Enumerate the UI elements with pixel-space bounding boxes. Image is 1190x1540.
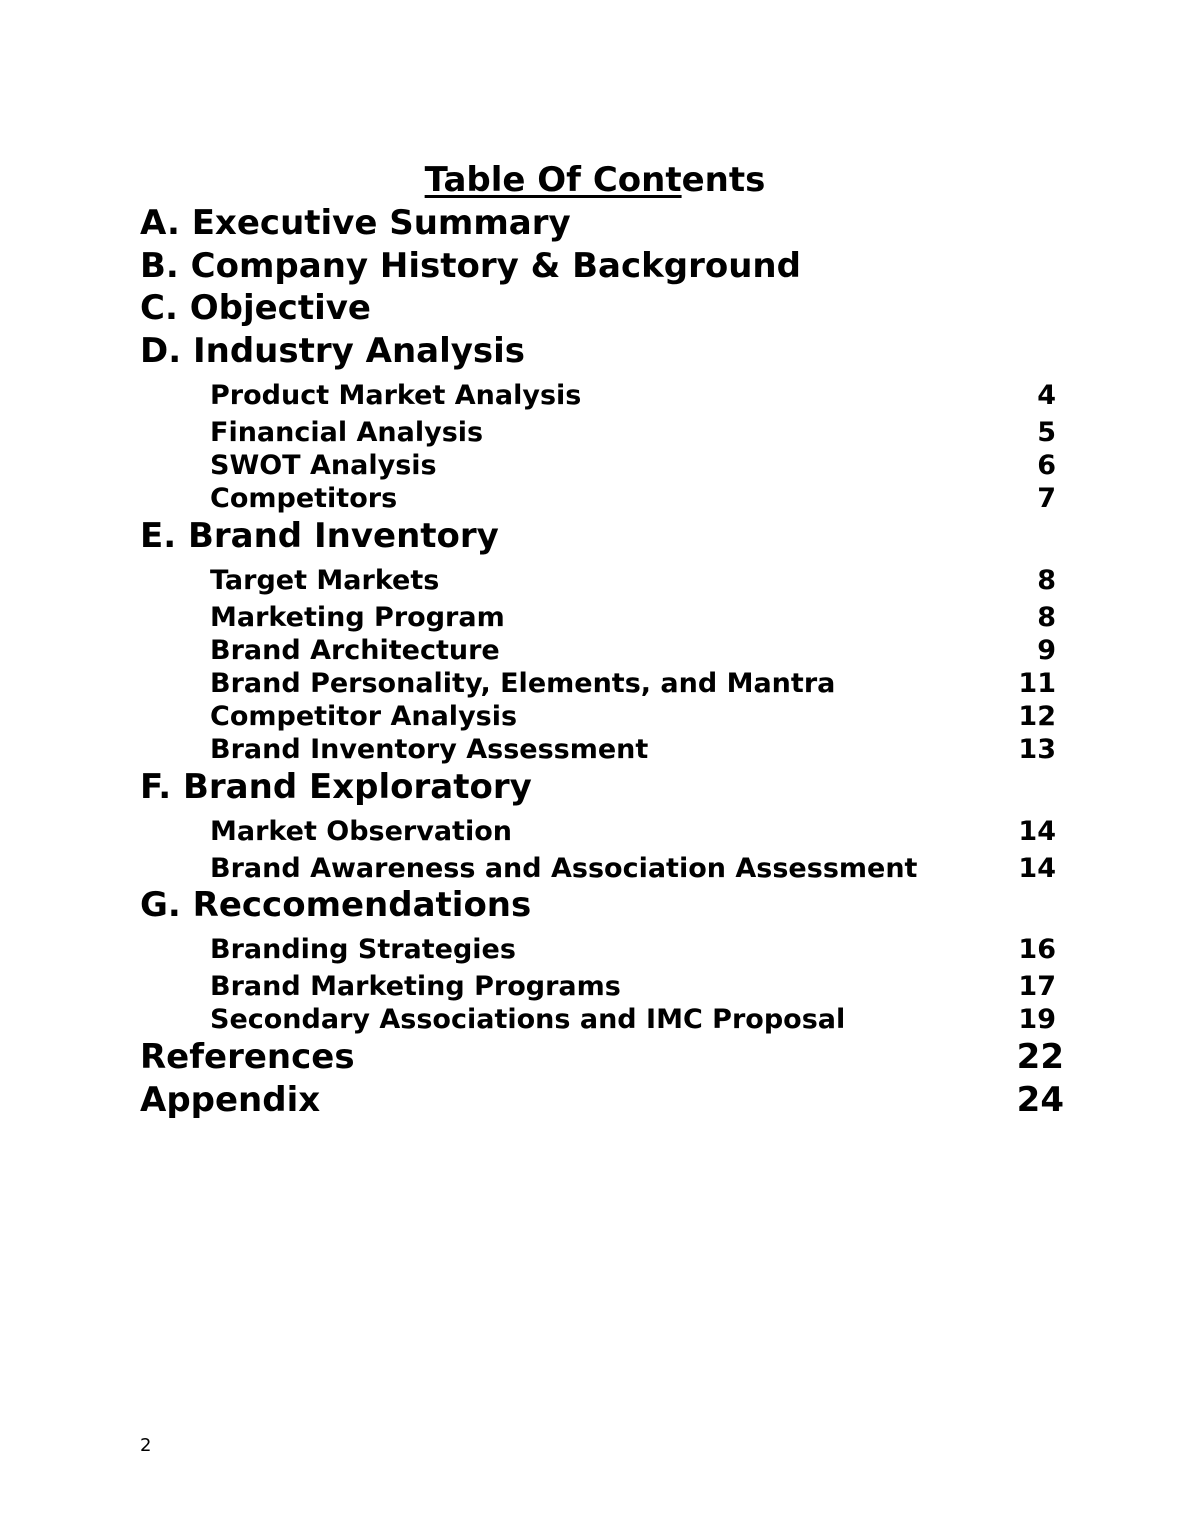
toc-item: [0, 734, 1190, 766]
toc-title-rest: ents: [681, 160, 766, 200]
toc-item: [0, 853, 1190, 885]
toc-item: [0, 1004, 1190, 1036]
toc-item-page: 9: [1037, 635, 1056, 666]
toc-section-label: E. Brand Inventory: [140, 516, 499, 556]
toc-item-page: 16: [1018, 934, 1056, 965]
toc-section-label: D. Industry Analysis: [140, 331, 526, 371]
toc-item: [0, 565, 1190, 597]
toc-item-label: Brand Personality, Elements, and Mantra: [210, 668, 836, 699]
toc-section-d: [0, 331, 1190, 371]
toc-item-label: Brand Architecture: [210, 635, 500, 666]
toc-section-page: 22: [1016, 1037, 1064, 1077]
toc-item-label: Market Observation: [210, 816, 512, 847]
toc-section-b: [0, 246, 1190, 286]
toc-item: [0, 417, 1190, 449]
toc-item-label: Secondary Associations and IMC Proposal: [210, 1004, 846, 1035]
toc-item-page: 7: [1037, 483, 1056, 514]
toc-item-page: 6: [1037, 450, 1056, 481]
toc-item: [0, 483, 1190, 515]
toc-section-label: G. Reccomendations: [140, 885, 532, 925]
page-number: 2: [140, 1435, 152, 1456]
toc-section-label: C. Objective: [140, 288, 371, 328]
toc-section-label: References: [140, 1037, 355, 1077]
toc-item-label: Marketing Program: [210, 602, 505, 633]
toc-references: [0, 1037, 1190, 1077]
toc-item-label: Brand Awareness and Association Assessment: [210, 853, 918, 884]
toc-item-page: 8: [1037, 565, 1056, 596]
toc-item: [0, 450, 1190, 482]
toc-item-page: 19: [1018, 1004, 1056, 1035]
toc-item-label: Competitor Analysis: [210, 701, 518, 732]
toc-item-label: Brand Inventory Assessment: [210, 734, 649, 765]
toc-section-c: [0, 288, 1190, 328]
toc-item-label: Brand Marketing Programs: [210, 971, 621, 1002]
toc-item-page: 14: [1018, 816, 1056, 847]
toc-section-label: F. Brand Exploratory: [140, 767, 532, 807]
toc-title-underlined: Table Of Cont: [424, 160, 682, 200]
toc-section-e: [0, 516, 1190, 556]
toc-item-page: 8: [1037, 602, 1056, 633]
toc-section-label: Appendix: [140, 1080, 321, 1120]
toc-item: [0, 934, 1190, 966]
toc-item: [0, 380, 1190, 412]
toc-item: [0, 701, 1190, 733]
toc-item-label: Branding Strategies: [210, 934, 516, 965]
toc-section-f: [0, 767, 1190, 807]
toc-item: [0, 668, 1190, 700]
toc-section-label: B. Company History & Background: [140, 246, 801, 286]
toc-section-label: A. Executive Summary: [140, 203, 571, 243]
toc-item-label: SWOT Analysis: [210, 450, 437, 481]
toc-item-page: 13: [1018, 734, 1056, 765]
toc-title: [0, 160, 1190, 200]
toc-item-page: 17: [1018, 971, 1056, 1002]
toc-item-label: Target Markets: [210, 565, 440, 596]
toc-item-page: 11: [1018, 668, 1056, 699]
toc-appendix: [0, 1080, 1190, 1120]
toc-item: [0, 816, 1190, 848]
toc-item-label: Product Market Analysis: [210, 380, 582, 411]
toc-item: [0, 971, 1190, 1003]
toc-item-page: 12: [1018, 701, 1056, 732]
toc-item-page: 4: [1037, 380, 1056, 411]
toc-item: [0, 635, 1190, 667]
toc-item-page: 5: [1037, 417, 1056, 448]
toc-section-g: [0, 885, 1190, 925]
toc-item: [0, 602, 1190, 634]
toc-section-a: [0, 203, 1190, 243]
toc-item-label: Competitors: [210, 483, 398, 514]
toc-item-label: Financial Analysis: [210, 417, 484, 448]
toc-section-page: 24: [1016, 1080, 1064, 1120]
toc-item-page: 14: [1018, 853, 1056, 884]
